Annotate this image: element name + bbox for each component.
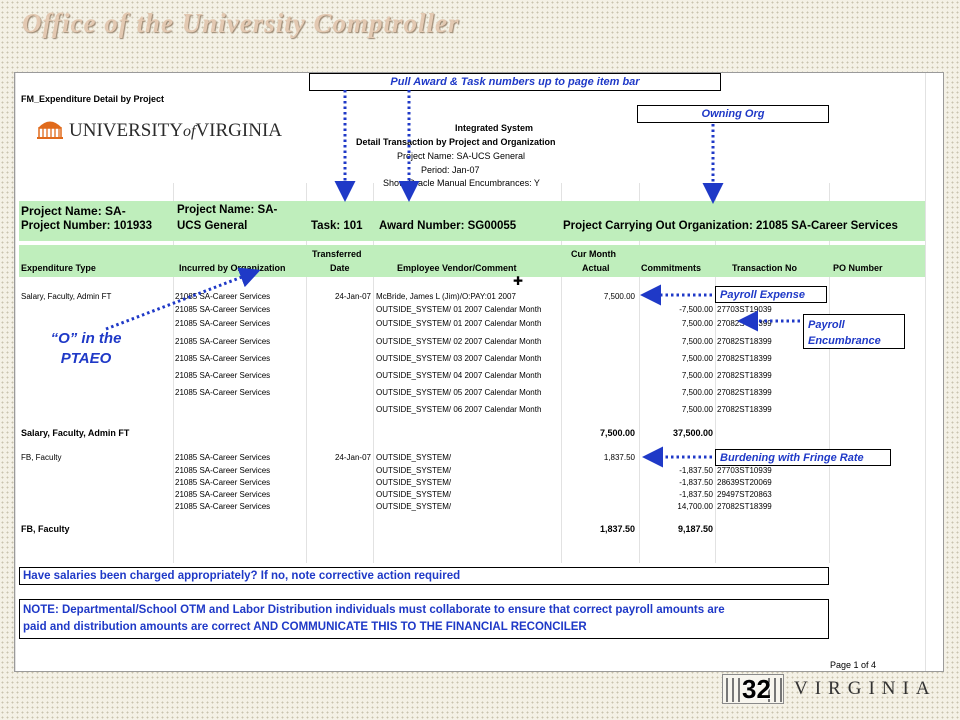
- cell-txn: 27703ST19039: [717, 305, 772, 314]
- callout-owning-org: Owning Org: [637, 105, 829, 123]
- callout-payroll-expense: Payroll Expense: [715, 286, 827, 303]
- col-incurred-by: Incurred by Organization: [179, 263, 286, 273]
- cell-txn: 27082ST18399: [717, 405, 772, 414]
- col-cur-month-2: Actual: [582, 263, 610, 273]
- cell-actual: 1,837.50: [603, 453, 635, 462]
- cell-commit: 7,500.00: [681, 337, 713, 346]
- col-cur-month-1: Cur Month: [571, 249, 616, 259]
- footer-virginia-logo: [722, 674, 948, 704]
- col-transferred-1: Transferred: [312, 249, 362, 259]
- cell-txn: 27082ST18399: [717, 354, 772, 363]
- cell-comment: OUTSIDE_SYSTEM/ 05 2007 Calendar Month: [376, 388, 542, 397]
- task-number: Task: 101: [311, 220, 363, 232]
- arrow-o-ptaeo: [106, 272, 255, 329]
- fb-total-commit: 9,187.50: [677, 524, 713, 534]
- cell-org: 21085 SA-Career Services: [175, 388, 271, 397]
- cell-org: 21085 SA-Career Services: [175, 453, 271, 462]
- col-expenditure-type: Expenditure Type: [21, 263, 96, 273]
- col-transferred-2: Date: [330, 263, 350, 273]
- cell-commit: -1,837.50: [679, 466, 713, 475]
- cell-org: 21085 SA-Career Services: [175, 292, 271, 301]
- callout-pull-award: Pull Award & Task numbers up to page item bar: [309, 73, 721, 91]
- cell-org: 21085 SA-Career Services: [175, 371, 271, 380]
- system-name: Integrated System: [455, 123, 534, 133]
- cell-txn: 29497ST20863: [717, 490, 772, 499]
- period-line: Period: Jan-07: [421, 165, 480, 175]
- project-number: Project Number: 101933: [21, 220, 153, 232]
- cell-actual: 7,500.00: [603, 292, 635, 301]
- cell-org: 21085 SA-Career Services: [175, 490, 271, 499]
- cell-txn: 27082ST18399: [717, 319, 772, 328]
- callout-burdening: Burdening with Fringe Rate: [715, 449, 891, 466]
- cell-txn: 27082ST18399: [717, 502, 772, 511]
- cell-txn: 28639ST20069: [717, 478, 772, 487]
- project-name-line: Project Name: SA-UCS General: [397, 151, 526, 161]
- cell-commit: 14,700.00: [677, 502, 713, 511]
- cell-comment: OUTSIDE_SYSTEM/ 02 2007 Calendar Month: [376, 337, 542, 346]
- payroll-encumbrance-line-2: Encumbrance: [808, 335, 881, 347]
- logo-word-of: of: [183, 123, 196, 140]
- page-info: Page 1 of 4: [830, 660, 877, 670]
- carrying-out-org: Project Carrying Out Organization: 21085 SA-Career Services: [563, 220, 898, 232]
- footer-brand: VIRGINIA: [794, 678, 937, 699]
- col-commitments: Commitments: [641, 263, 702, 273]
- cell-org: 21085 SA-Career Services: [175, 466, 271, 475]
- cell-comment: OUTSIDE_SYSTEM/: [376, 502, 452, 511]
- fb-total-label: FB, Faculty: [21, 524, 70, 534]
- report-name: FM_Expenditure Detail by Project: [21, 94, 165, 104]
- cell-date: 24-Jan-07: [334, 453, 371, 462]
- cell-type: FB, Faculty: [21, 453, 62, 462]
- cell-comment: OUTSIDE_SYSTEM/: [376, 478, 452, 487]
- cell-org: 21085 SA-Career Services: [175, 337, 271, 346]
- cell-txn: 27082ST18399: [717, 337, 772, 346]
- slide-title: Office of the University Comptroller: [22, 8, 460, 38]
- payroll-encumbrance-line-1: Payroll: [808, 319, 845, 331]
- cell-txn: 27082ST18399: [717, 371, 772, 380]
- cell-comment: OUTSIDE_SYSTEM/ 03 2007 Calendar Month: [376, 354, 542, 363]
- col-employee: Employee Vendor/Comment: [397, 263, 517, 273]
- cell-comment: OUTSIDE_SYSTEM/: [376, 490, 452, 499]
- cell-commit: 7,500.00: [681, 405, 713, 414]
- project-name-1: Project Name: SA-: [177, 204, 278, 216]
- cell-comment: OUTSIDE_SYSTEM/: [376, 453, 452, 462]
- cell-org: 21085 SA-Career Services: [175, 305, 271, 314]
- award-number: Award Number: SG00055: [379, 220, 517, 232]
- cell-commit: 7,500.00: [681, 371, 713, 380]
- cell-org: 21085 SA-Career Services: [175, 478, 271, 487]
- o-in-ptaeo-line-1: “O” in the: [50, 330, 122, 347]
- logo-word-university: UNIVERSITY: [69, 120, 183, 141]
- o-in-ptaeo-line-2: PTAEO: [60, 350, 112, 367]
- cell-commit: 7,500.00: [681, 388, 713, 397]
- col-transaction-no: Transaction No: [732, 263, 798, 273]
- page-number: 32: [742, 674, 771, 704]
- logo-word-virginia: VIRGINIA: [195, 120, 282, 141]
- note-line-1: NOTE: Departmental/School OTM and Labor Distribution individuals must collaborate to ensure that correct payroll amounts are: [23, 604, 725, 616]
- oracle-line: Show Oracle Manual Encumbrances: Y: [383, 178, 540, 188]
- cell-comment: OUTSIDE_SYSTEM/: [376, 466, 452, 475]
- cell-txn: 27082ST18399: [717, 388, 772, 397]
- cursor-cross-icon: ✚: [513, 274, 524, 288]
- salary-total-commit: 37,500.00: [672, 428, 713, 438]
- cell-org: 21085 SA-Career Services: [175, 502, 271, 511]
- cell-org: 21085 SA-Career Services: [175, 354, 271, 363]
- cell-commit: -1,837.50: [679, 478, 713, 487]
- cell-commit: 7,500.00: [681, 319, 713, 328]
- cell-date: 24-Jan-07: [334, 292, 371, 301]
- cell-type: Salary, Faculty, Admin FT: [21, 292, 112, 301]
- cell-comment: OUTSIDE_SYSTEM/ 04 2007 Calendar Month: [376, 371, 542, 380]
- col-po-number: PO Number: [833, 263, 883, 273]
- project-name-top: Project Name: SA-: [21, 204, 126, 218]
- cell-comment: McBride, James L (Jim)/O:PAY:01 2007: [376, 292, 516, 301]
- cell-org: 21085 SA-Career Services: [175, 319, 271, 328]
- salary-total-label: Salary, Faculty, Admin FT: [21, 428, 130, 438]
- note-line-2: paid and distribution amounts are correct AND COMMUNICATE THIS TO THE FINANCIAL RECONCILER: [23, 621, 587, 633]
- salary-total-actual: 7,500.00: [599, 428, 635, 438]
- report-subtitle: Detail Transaction by Project and Organization: [356, 137, 556, 147]
- cell-comment: OUTSIDE_SYSTEM/ 06 2007 Calendar Month: [376, 405, 542, 414]
- question-text: Have salaries been charged appropriately? If no, note corrective action required: [23, 570, 461, 582]
- fb-total-actual: 1,837.50: [599, 524, 635, 534]
- cell-comment: OUTSIDE_SYSTEM/ 01 2007 Calendar Month: [376, 305, 542, 314]
- cell-commit: 7,500.00: [681, 354, 713, 363]
- cell-txn: 27703ST10939: [717, 466, 772, 475]
- project-name-2: UCS General: [177, 220, 248, 232]
- cell-commit: -1,837.50: [679, 490, 713, 499]
- cell-comment: OUTSIDE_SYSTEM/ 01 2007 Calendar Month: [376, 319, 542, 328]
- cell-commit: -7,500.00: [679, 305, 713, 314]
